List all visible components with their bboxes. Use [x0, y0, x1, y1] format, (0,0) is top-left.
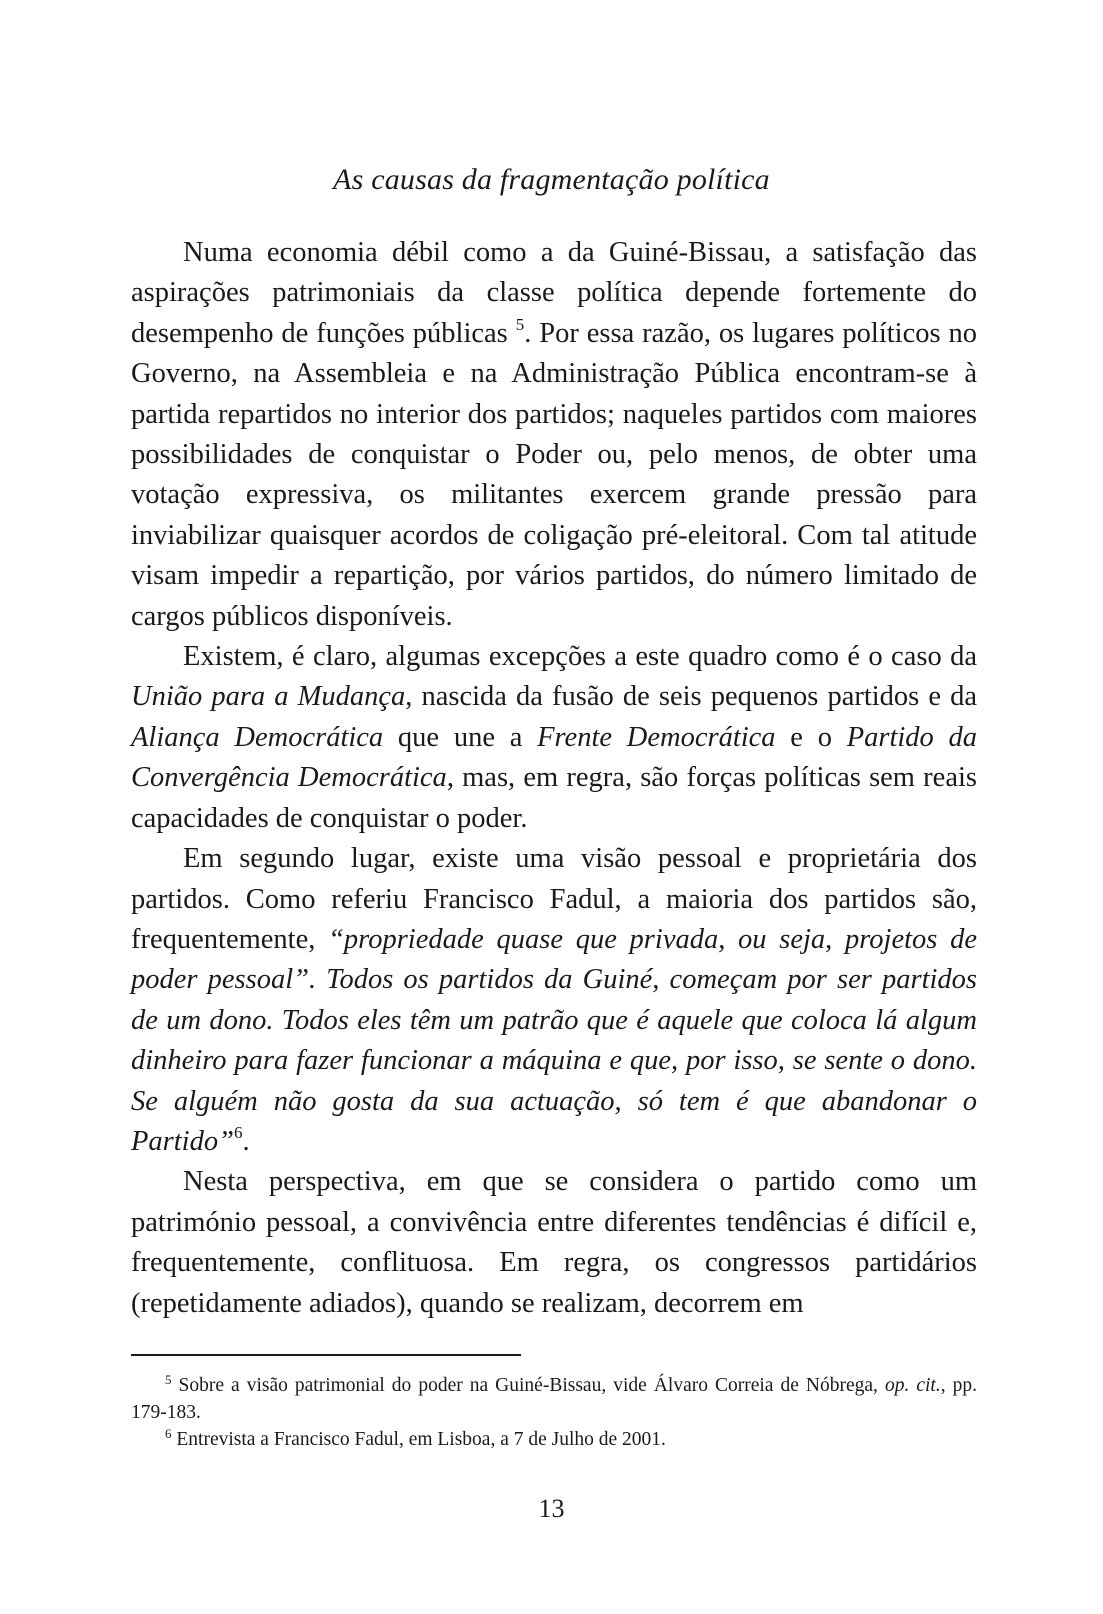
body-text — [131, 233, 977, 1324]
paragraph-1-text-a: Numa economia débil como a da Guiné-Bissau, a satisfação das aspirações patrimoniais da classe política depende fortemente do desempenho de funções públicas — [131, 237, 977, 349]
paragraph-2-text-c: que une a — [383, 721, 538, 753]
party-name-frente: Frente Democrática — [537, 721, 776, 753]
paragraph-2-text-e: , mas, em regra, são forças políticas sem reais capacidades de conquistar o poder. — [131, 762, 977, 834]
paragraph-2 — [131, 637, 977, 839]
footnote-5-opcit: op. cit. — [884, 1375, 941, 1396]
footnote-5-number: 5 — [165, 1372, 172, 1387]
paragraph-2-text-d: e o — [775, 721, 847, 753]
footnote-5 — [131, 1372, 977, 1426]
paragraph-3-text-b: . — [242, 1125, 250, 1157]
party-name-alianca: Aliança Democrática — [131, 721, 384, 753]
footnote-ref-6: 6 — [233, 1122, 243, 1142]
paragraph-3 — [131, 839, 977, 1162]
footnote-5-text-b: , pp. 179-183. — [131, 1375, 977, 1423]
paragraph-1 — [131, 233, 977, 637]
party-name-convergencia: Partido da Convergência Democrática — [131, 721, 978, 794]
footnotes — [131, 1372, 977, 1453]
paragraph-2-text-b: , nascida da fusão de seis pequenos partidos e da — [405, 681, 978, 713]
footnote-6-text: Entrevista a Francisco Fadul, em Lisboa, a 7 de Julho de 2001. — [171, 1429, 666, 1450]
footnote-5-text-a: Sobre a visão patrimonial do poder na Guiné-Bissau, vide Álvaro Correia de Nóbrega, — [171, 1375, 885, 1396]
fadul-quote: “propriedade quase que privada, ou seja, projetos de poder pessoal”. Todos os partidos da Guiné, começam por ser partidos de um dono. Todos eles têm um patrão que é aquele que coloca lá algum dinheiro para fazer funcionar a máquina e que, por isso, se sente o dono. Se alguém não gosta da sua actuação, só tem é que abandonar o Partido” — [131, 923, 977, 1157]
section-title: As causas da fragmentação política — [333, 163, 770, 196]
footnote-ref-5: 5 — [515, 314, 525, 334]
paragraph-4: Nesta perspectiva, em que se considera o partido como um património pessoal, a convivência entre diferentes tendências é difícil e, frequentemente, conflituosa. Em regra, os congressos partidários (repetidamente adiados), quando se realizam, decorrem em — [131, 1166, 977, 1319]
footnote-6 — [131, 1426, 977, 1453]
paragraph-3-text-a: Em segundo lugar, existe uma visão pessoal e proprietária dos partidos. Como referiu Francisco Fadul, a maioria dos partidos são, frequentemente, — [131, 843, 977, 955]
footnote-6-number: 6 — [165, 1426, 172, 1441]
paragraph-1-text-b: . Por essa razão, os lugares políticos no Governo, na Assembleia e na Administração Pública encontram-se à partida repartidos no interior dos partidos; naqueles partidos com maiores possibilidades de conquistar o Poder ou, pelo menos, de obter uma votação expressiva, os militantes exercem grande pressão para inviabilizar quaisquer acordos de coligação pré-eleitoral. Com tal atitude visam impedir a repartição, por vários partidos, do número limitado de cargos públicos disponíveis. — [131, 317, 977, 632]
footnote-divider — [131, 1354, 521, 1356]
paragraph-2-text-a: Existem, é claro, algumas excepções a este quadro como é o caso da — [183, 641, 977, 673]
party-name-uniao: União para a Mudança — [131, 681, 406, 713]
page-number: 13 — [538, 1494, 565, 1523]
